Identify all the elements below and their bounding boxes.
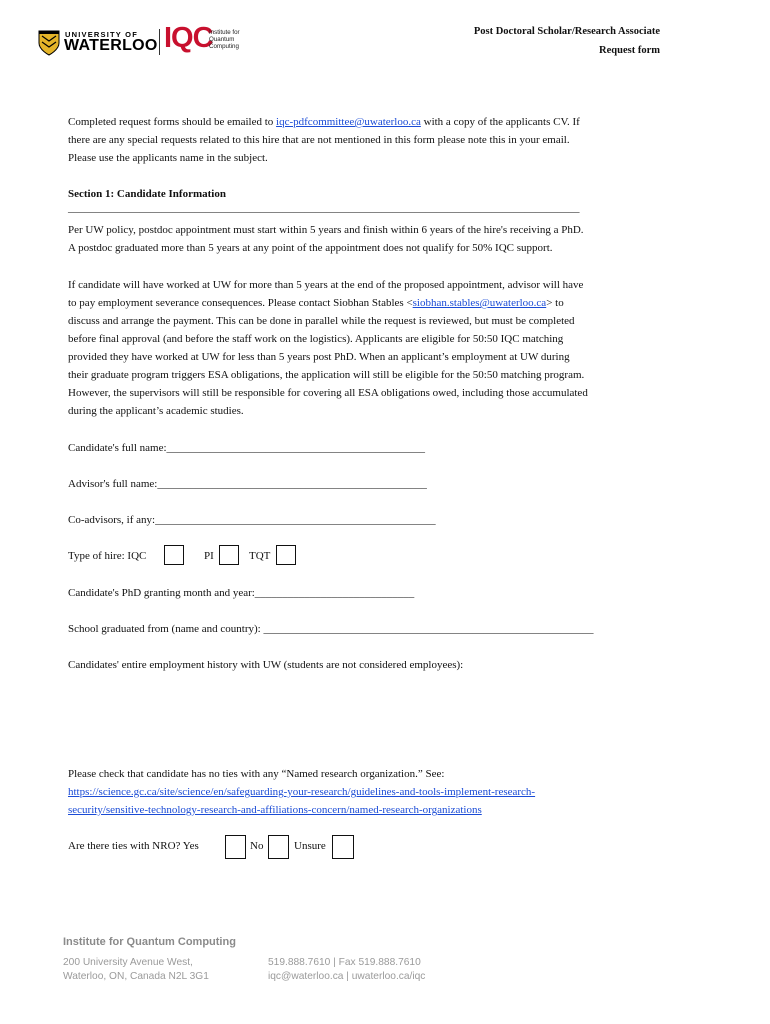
school-field[interactable]: School graduated from (name and country): ____________________________________________________________ [68, 623, 594, 635]
university-of-waterloo-logo [38, 28, 156, 56]
iqc-logo-name-line: Institute for [209, 29, 240, 36]
severance-line-2 [68, 294, 564, 312]
nro-instruction: Please check that candidate has no ties with any “Named research organization.” See: [68, 768, 445, 780]
intro-line-1 [68, 113, 580, 131]
iqc-logo-name-line: Quantum [209, 36, 235, 43]
uw-logo-small-text: UNIVERSITY OF [65, 30, 138, 39]
intro-line-3: Please use the applicants name in the subject. [68, 152, 268, 164]
nro-question: Are there ties with NRO? Yes [68, 840, 199, 852]
footer-address-line-2: Waterloo, ON, Canada N2L 3G1 [63, 971, 209, 982]
form-title: Post Doctoral Scholar/Research Associate [473, 26, 660, 37]
severance-line-1: If candidate will have worked at UW for more than 5 years at the end of the proposed appointment, advisor will have [68, 279, 584, 291]
footer-web: iqc@waterloo.ca | uwaterloo.ca/iqc [268, 971, 426, 982]
severance-line-8: during the applicant’s academic studies. [68, 405, 244, 417]
nro-link-line-2[interactable]: security/sensitive-technology-research-and-affiliations-concern/named-research-organizations [68, 804, 482, 816]
hire-type-label: Type of hire: IQC [68, 550, 147, 562]
section-1-title: Section 1: Candidate Information [68, 188, 226, 200]
hire-iqc-checkbox[interactable] [164, 545, 184, 565]
employment-history-label: Candidates' entire employment history with UW (students are not considered employees): [68, 659, 464, 671]
nro-yes-checkbox[interactable] [225, 835, 246, 859]
intro-line-2: there are any special requests related to this hire that are not mentioned in this form please note this in your email. [68, 134, 570, 146]
form-subtitle: Request form [599, 45, 660, 56]
severance-line-4: before final approval (and before the staff work on the logistics). Applicants are eligible for 50:50 IQC matching [68, 333, 564, 345]
logo-divider [159, 29, 160, 55]
employment-history-input-area[interactable] [68, 678, 668, 758]
severance-line-6: their graduate program triggers ESA obligations, the application will still be eligible for the 50:50 matching program. [68, 369, 585, 381]
footer-phone: 519.888.7610 | Fax 519.888.7610 [268, 957, 421, 968]
siobhan-email-link[interactable]: siobhan.stables@uwaterloo.ca [412, 297, 547, 309]
pdf-committee-email-link[interactable]: iqc-pdfcommittee@uwaterloo.ca [276, 116, 421, 128]
iqc-logo-mark: IQC [164, 22, 213, 54]
footer-address-line-1: 200 University Avenue West, [63, 957, 193, 968]
footer-institute-name: Institute for Quantum Computing [63, 936, 236, 948]
hire-tqt-label: TQT [249, 550, 271, 562]
severance-line-3: discuss and arrange the payment. This can be done in parallel while the request is reviewed, but must be completed [68, 315, 575, 327]
section-1-rule: _____________________________________________________________________________________________ [68, 202, 580, 214]
uw-shield-icon [38, 30, 60, 56]
nro-no-label: No [250, 840, 264, 852]
intro-text: with a copy of the applicants CV. If [420, 116, 580, 128]
hire-tqt-checkbox[interactable] [276, 545, 296, 565]
hire-pi-label: PI [204, 550, 214, 562]
iqc-logo-name [209, 29, 249, 50]
coadvisors-field[interactable]: Co-advisors, if any:___________________________________________________ [68, 514, 436, 526]
policy-line-2: A postdoc graduated more than 5 years at any point of the appointment does not qualify for 50% IQC support. [68, 242, 553, 254]
severance-text: to pay employment severance consequences. Please contact Siobhan Stables < [68, 297, 413, 309]
nro-unsure-label: Unsure [294, 840, 326, 852]
phd-date-field[interactable]: Candidate's PhD granting month and year:_____________________________ [68, 587, 415, 599]
uw-logo-wordmark: WATERLOO [64, 37, 158, 54]
nro-unsure-checkbox[interactable] [332, 835, 354, 859]
hire-pi-checkbox[interactable] [219, 545, 239, 565]
intro-text: Completed request forms should be emailed to [68, 116, 277, 128]
severance-line-5: provided they have worked at UW for less than 5 years post PhD. When an applicant’s employment at UW during [68, 351, 570, 363]
severance-text: > to [546, 297, 564, 309]
candidate-name-field[interactable]: Candidate's full name:_______________________________________________ [68, 442, 426, 454]
severance-line-7: However, the supervisors will still be responsible for covering all ESA obligations owed, including those accumulated [68, 387, 588, 399]
iqc-logo-name-line: Computing [209, 43, 239, 50]
advisor-name-field[interactable]: Advisor's full name:_________________________________________________ [68, 478, 427, 490]
policy-line-1: Per UW policy, postdoc appointment must start within 5 years and finish within 6 years of the hire's receiving a PhD. [68, 224, 584, 236]
nro-no-checkbox[interactable] [268, 835, 289, 859]
nro-link-line-1[interactable]: https://science.gc.ca/site/science/en/safeguarding-your-research/guidelines-and-tools-implement-research- [68, 786, 536, 798]
